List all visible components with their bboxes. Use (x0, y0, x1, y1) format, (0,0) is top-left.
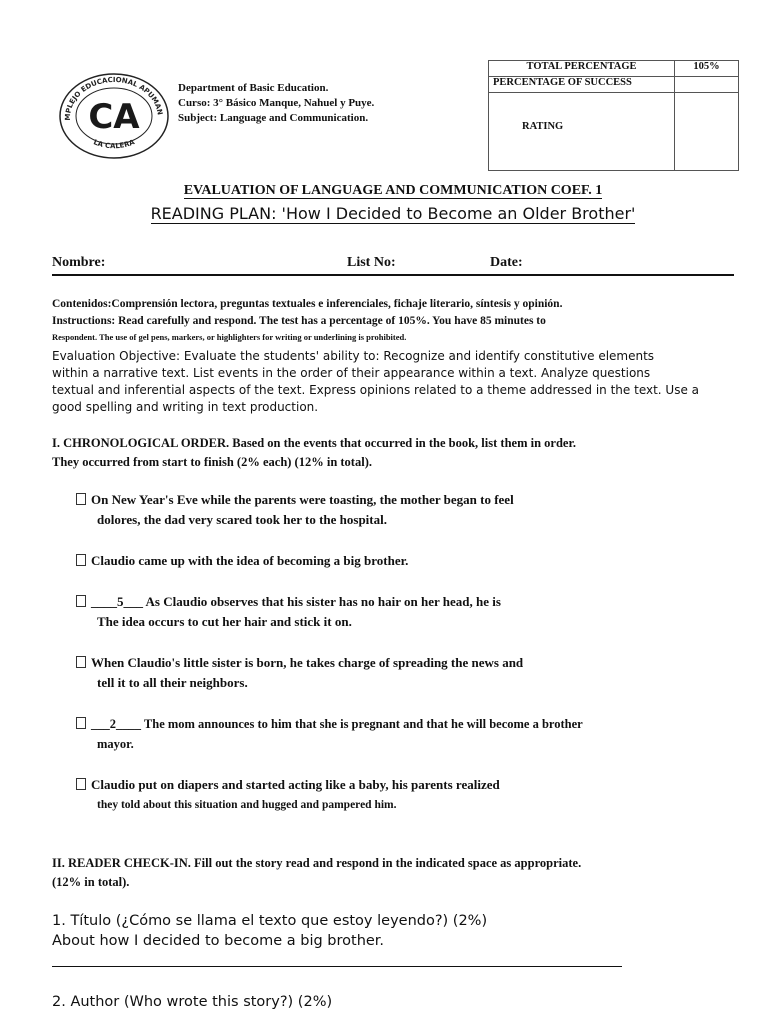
checkbox-icon[interactable] (76, 778, 86, 790)
logo-text-top: MPLEJO EDUCACIONAL APUMAN (63, 75, 164, 121)
score-table (488, 60, 739, 171)
course-label: Curso: 3° Básico Manque, Nahuel y Puye. (178, 97, 375, 109)
section1-heading-line-1: I. CHRONOLOGICAL ORDER. Based on the events that occurred in the book, list them in order. (52, 436, 576, 450)
subject-label: Subject: Language and Communication. (178, 112, 369, 124)
instructions-text: Instructions: Read carefully and respond. The test has a percentage of 105%. You have 85 minutes to (52, 315, 546, 327)
svg-text:LA CALERA (92, 138, 136, 150)
list-no-field-label[interactable]: List No: (347, 255, 396, 270)
list-item: On New Year's Eve while the parents were toasting, the mother began to feel dolores, the dad very scared took her to the hospital. (76, 490, 514, 530)
name-field-label[interactable]: Nombre: (52, 255, 106, 270)
list-item: Claudio came up with the idea of becoming a big brother. (76, 551, 408, 571)
checkbox-icon[interactable] (76, 717, 86, 729)
total-percentage-value: 105% (675, 61, 739, 77)
checkbox-icon[interactable] (76, 554, 86, 566)
objective-line-1: Evaluation Objective: Evaluate the students' ability to: Recognize and identify constitutive elements (52, 349, 655, 363)
evaluation-title: EVALUATION OF LANGUAGE AND COMMUNICATION COEF. 1 (183, 183, 603, 198)
contents-text: Contenidos:Comprensión lectora, preguntas textuales e inferenciales, fichaje literario, síntesis y opinión. (52, 298, 563, 310)
name-line-divider (52, 274, 734, 276)
checkbox-icon[interactable] (76, 493, 86, 505)
checkbox-icon[interactable] (76, 595, 86, 607)
objective-line-3: textual and inferential aspects of the text. Express opinions related to a theme addressed in the text. Use a (52, 383, 700, 397)
list-item: ___2____ The mom announces to him that she is pregnant and that he will become a brother mayor. (76, 714, 583, 754)
department-label: Department of Basic Education. (178, 82, 329, 94)
question-2-label: 2. Author (Who wrote this story?) (2%) (52, 994, 333, 1010)
list-item: Claudio put on diapers and started acting like a baby, his parents realized they told about this situation and hugged and pampered him. (76, 775, 500, 815)
objective-line-2: within a narrative text. List events in the order of their appearance within a text. Analyze questions (52, 366, 651, 380)
question-1-answer[interactable]: About how I decided to become a big brother. (52, 933, 385, 949)
objective-line-4: good spelling and writing in text production. (52, 400, 319, 414)
total-percentage-label: TOTAL PERCENTAGE (489, 61, 675, 77)
section1-heading-line-2: They occurred from start to finish (2% each) (12% in total). (52, 455, 372, 469)
list-item: When Claudio's little sister is born, he takes charge of spreading the news and tell it to all their neighbors. (76, 653, 523, 693)
checkbox-icon[interactable] (76, 656, 86, 668)
respondent-text: Respondent. The use of gel pens, markers, or highlighters for writing or underlining is prohibited. (52, 332, 407, 342)
rating-label: RATING (489, 93, 675, 171)
rating-cell[interactable] (675, 93, 739, 171)
school-logo (58, 72, 170, 160)
logo-text-bottom: LA CALERA (92, 138, 136, 151)
question-1-label: 1. Título (¿Cómo se llama el texto que estoy leyendo?) (2%) (52, 913, 488, 929)
section2-heading-line-1: II. READER CHECK-IN. Fill out the story read and respond in the indicated space as appropriate. (52, 856, 582, 870)
logo-letters: CA (88, 97, 140, 137)
answer-line (52, 966, 622, 967)
date-field-label[interactable]: Date: (490, 255, 523, 270)
reading-plan-title: READING PLAN: 'How I Decided to Become an Older Brother' (150, 204, 636, 223)
list-item: ____5___ As Claudio observes that his sister has no hair on her head, he is The idea occurs to cut her hair and stick it on. (76, 592, 501, 632)
percentage-success-label: PERCENTAGE OF SUCCESS (489, 77, 675, 93)
section2-heading-line-2: (12% in total). (52, 875, 130, 889)
percentage-success-cell[interactable] (675, 77, 739, 93)
